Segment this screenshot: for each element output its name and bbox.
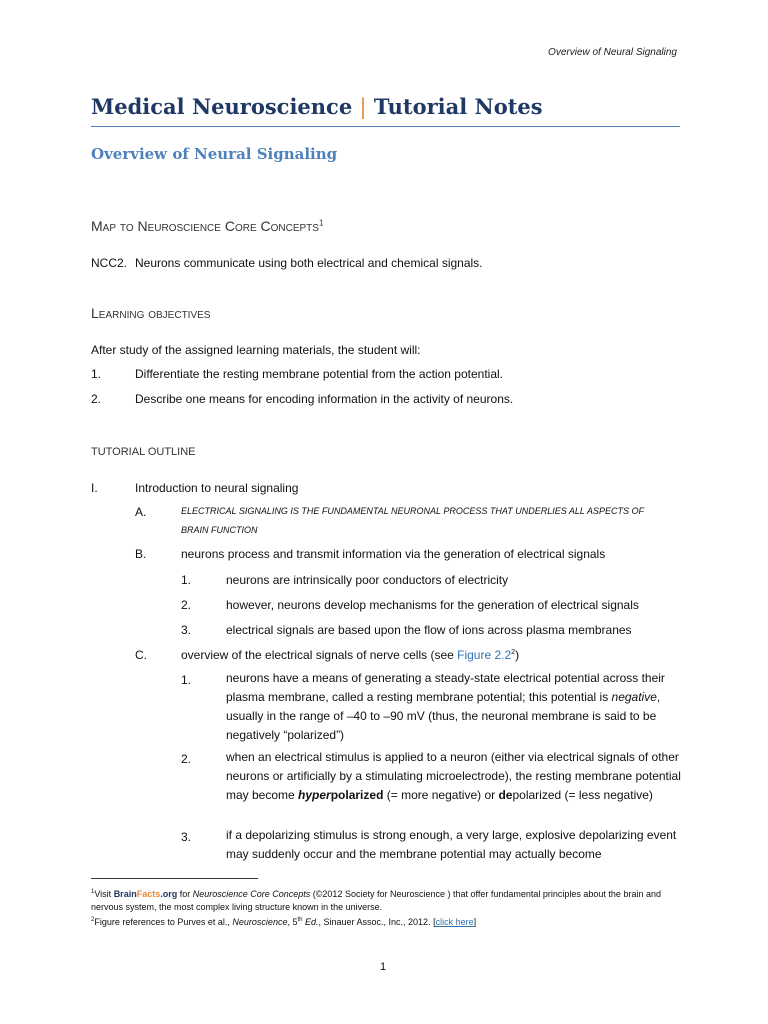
- outline-c1-text: [226, 669, 682, 745]
- outline-a-text: ELECTRICAL SIGNALING IS THE FUNDAMENTAL NEURONAL PROCESS THAT UNDERLIES ALL ASPECTS OF BRAIN FUNCTION: [181, 506, 644, 535]
- figure-footnote-ref: 2: [511, 649, 516, 656]
- footnote-2-number: 2: [91, 917, 95, 923]
- ncc-code: NCC2.: [91, 256, 128, 270]
- learning-objectives-heading: Learning objectives: [91, 305, 211, 321]
- footnote-2: [91, 914, 691, 929]
- outline-c-text: [181, 648, 519, 662]
- outline-b-item-text: however, neurons develop mechanisms for the generation of electrical signals: [226, 598, 639, 612]
- objective-text: Differentiate the resting membrane potential from the action potential.: [135, 367, 503, 381]
- outline-c2-part-b: (= more negative) or: [383, 788, 499, 802]
- title-rule: [91, 126, 680, 127]
- outline-i-number: I.: [91, 481, 98, 495]
- footnote-1-rest: (©2012 Society for Neuroscience ) that offer fundamental principles about the brain and nervous system, the most complex living structure known in the universe.: [91, 889, 661, 912]
- outline-i-text: Introduction to neural signaling: [135, 481, 299, 495]
- learning-intro: After study of the assigned learning materials, the student will:: [91, 343, 421, 357]
- map-heading: [91, 218, 323, 234]
- brainfacts-org: .org: [160, 889, 178, 899]
- page-title: [91, 94, 543, 119]
- footnote-1-number: 1: [91, 889, 95, 895]
- outline-b-number: B.: [135, 547, 147, 561]
- title-part2: Tutorial Notes: [373, 94, 543, 119]
- running-header: Overview of Neural Signaling: [548, 47, 677, 58]
- footnote-2-part-b: , 5: [287, 917, 298, 927]
- footnote-2-th: th: [297, 917, 303, 923]
- outline-c1-part-b: , usually in the range of –40 to –90 mV (thus, the neuronal membrane is said to be negatively “polarized”): [226, 690, 661, 742]
- footnote-1-visit: Visit: [94, 889, 114, 899]
- click-here-link[interactable]: click here: [435, 917, 474, 927]
- outline-c2-part-d: (= less negative): [561, 788, 653, 802]
- outline-c2-part-a: when an electrical stimulus is applied to a neuron (either via electrical signals of other neurons or artificially by a stimulating microelectrode), the resting membrane potential may become: [226, 750, 681, 802]
- outline-c2-de: de: [498, 788, 513, 802]
- map-heading-footnote-ref: 1: [318, 218, 324, 228]
- title-separator: |: [359, 95, 367, 119]
- footnote-2-part-c: , Sinauer Assoc., Inc., 2012. [: [318, 917, 436, 927]
- footnote-2-part-a: Figure references to Purves et al.,: [94, 917, 233, 927]
- footnote-2-neuroscience: Neuroscience: [232, 917, 288, 927]
- title-part1: Medical Neuroscience: [91, 94, 353, 119]
- outline-c1-part-a: neurons have a means of generating a steady-state electrical potential across their plasma membrane, called a resting membrane potential; this potential is: [226, 671, 665, 704]
- ncc-text: Neurons communicate using both electrical and chemical signals.: [135, 256, 483, 270]
- brainfacts-link[interactable]: [114, 889, 178, 899]
- outline-b-item-number: 3.: [181, 623, 192, 637]
- outline-c1-number: 1.: [181, 673, 192, 687]
- tutorial-outline-heading: TUTORIAL OUTLINE: [91, 446, 196, 458]
- outline-c2-part-c: polarized: [512, 788, 562, 802]
- outline-c2-hyper: hyper: [298, 788, 331, 802]
- outline-b-text: neurons process and transmit information via the generation of electrical signals: [181, 547, 606, 561]
- outline-c3-number: 3.: [181, 830, 192, 844]
- outline-c-text-post: ): [515, 648, 520, 662]
- objective-text: Describe one means for encoding information in the activity of neurons.: [135, 392, 514, 406]
- outline-b-item-text: electrical signals are based upon the flow of ions across plasma membranes: [226, 623, 632, 637]
- footnote-2-part-d: ]: [473, 917, 477, 927]
- footnote-2-ed: Ed.: [302, 917, 319, 927]
- brainfacts-facts: Facts: [136, 889, 161, 899]
- footnote-1: [91, 886, 691, 914]
- figure-2-2-link[interactable]: Figure 2.2: [457, 648, 512, 662]
- objective-number: 1.: [91, 367, 102, 381]
- outline-c-text-pre: overview of the electrical signals of nerve cells (see: [181, 648, 458, 662]
- outline-b-item-number: 2.: [181, 598, 192, 612]
- page-number: 1: [380, 961, 387, 973]
- map-heading-text: Map to Neuroscience Core Concepts: [91, 218, 319, 234]
- outline-c3-text: if a depolarizing stimulus is strong enough, a very large, explosive depolarizing event may suddenly occur and the membrane potential may actually become: [226, 828, 677, 861]
- outline-c2-polarized: polarized: [330, 788, 384, 802]
- footnote-1-core-concepts: Neuroscience Core Concepts: [192, 889, 311, 899]
- outline-c-number: C.: [135, 648, 147, 662]
- outline-c2-number: 2.: [181, 752, 192, 766]
- footnote-1-for: for: [177, 889, 193, 899]
- objective-number: 2.: [91, 392, 102, 406]
- outline-a-number: A.: [135, 505, 147, 519]
- brainfacts-brain: Brain: [113, 889, 137, 899]
- outline-c1-negative: negative: [611, 690, 657, 704]
- outline-b-item-number: 1.: [181, 573, 192, 587]
- outline-c2-text: [226, 748, 682, 805]
- outline-b-item-text: neurons are intrinsically poor conductors of electricity: [226, 573, 509, 587]
- page-subtitle: Overview of Neural Signaling: [91, 145, 338, 163]
- footnote-rule: [91, 878, 258, 879]
